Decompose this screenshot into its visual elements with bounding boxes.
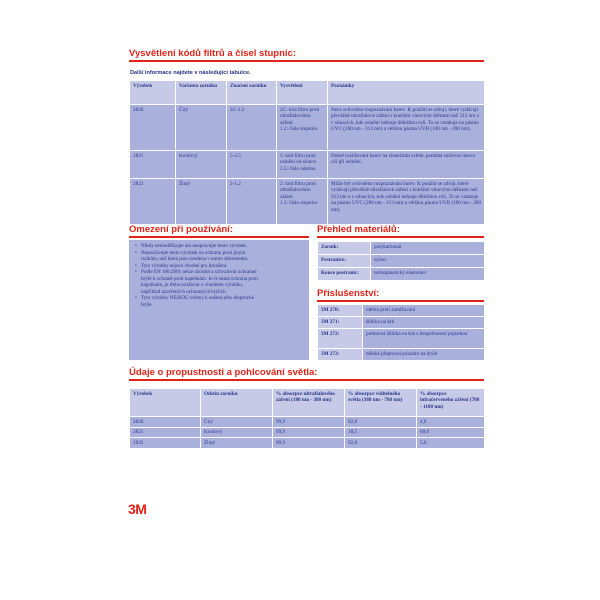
limitations-title: Omezení při používání: [129, 224, 233, 235]
product-cell: 2822 [130, 438, 201, 449]
column-header: Vysvětlení [277, 81, 328, 105]
uv-cell: 99,9 [273, 417, 345, 428]
table-row [130, 427, 485, 438]
column-header: Výrobek [130, 389, 201, 417]
product-cell: 2820 [130, 105, 176, 151]
column-header: Odstín zorníku [201, 389, 273, 417]
column-header: Výrobek [130, 81, 176, 105]
list-item: • Tyto výrobky nejsou vhodné pro broušení. [136, 263, 304, 270]
notes-cell: Není ovlivněno rozpoznávání barev. K použití se zdroji, které vydávají převážně ultrafialové záření s kratšími vlnovými délkami než 313 nm a v situacích, kde oslnění nehraje důležitou roli. To se vztahuje na pásmo UVC (280 nm - 313 nm) a většinu pásma UVB (100 nm - 280 nm). [328, 105, 485, 151]
tint-cell: Čirý [201, 417, 273, 428]
table-header-row [130, 81, 485, 105]
table-row [130, 179, 485, 225]
material-value: termoplastický elastomer [371, 268, 485, 281]
ir-cell: 5,0 [417, 438, 485, 449]
accessories-table [317, 304, 485, 361]
table-row [130, 438, 485, 449]
table-row [318, 329, 485, 349]
marking-cell: 2C-1.2 [227, 105, 277, 151]
material-value: nylon [371, 255, 485, 268]
visible-cell: 92,8 [345, 417, 417, 428]
table-row [130, 105, 485, 151]
table-row [318, 255, 485, 268]
column-header: % absorpce infračerveného záření (780 - 1100 nm) [417, 389, 485, 417]
table-row [318, 349, 485, 361]
product-cell: 2821 [130, 427, 201, 438]
accessory-code: 3M 271: [318, 317, 363, 329]
notes-cell: Dobré rozlišování barev na slunečním světle, pomáhá snižovat únavu očí při oslnění. [328, 151, 485, 179]
filter-codes-rule [129, 60, 484, 62]
explanation-cell: 2C: kód filtru proti ultrafialovému záření 1.2: číslo stupnice [277, 105, 328, 151]
product-cell: 2821 [130, 151, 176, 179]
3m-logo: 3M [128, 501, 147, 517]
explanation-cell: 2: kód filtru proti ultrafialovému záření 1.2: číslo stupnice [277, 179, 328, 225]
list-item: • Podle EN 166:2001 nelze zkoušet a schvalovat ochranné brýle k ochraně proti kapénkám. Je-li nutná ochrana proti kapalinám, je třeba uvažovat o vhodném výrobku, například uzavřených ochranných brýlích. [136, 269, 304, 295]
table-row [318, 242, 485, 255]
product-cell: 2820 [130, 417, 201, 428]
list-item: • Tyto výrobky NEJSOU určeny k nošení přes dioptrické brýle. [136, 295, 304, 308]
filter-codes-note: Další informace najdete v následující tabulce. [130, 70, 251, 76]
accessory-description: šňůrka na krk [363, 317, 485, 329]
limitations-rule [129, 236, 309, 238]
transmission-table [129, 388, 485, 449]
table-row [130, 151, 485, 179]
material-label: Zorník: [318, 242, 371, 255]
ir-cell: 4,8 [417, 417, 485, 428]
visible-cell: 92,8 [345, 438, 417, 449]
marking-cell: 5-2.5 [227, 151, 277, 179]
uv-cell: 99,9 [273, 427, 345, 438]
accessory-description: měkké přepravní pouzdro na brýle [363, 349, 485, 361]
marking-cell: 2-1.2 [227, 179, 277, 225]
accessories-title: Příslušenství: [317, 288, 380, 299]
material-label: Konce postranic: [318, 268, 371, 281]
material-label: Postranice: [318, 255, 371, 268]
column-header: Varianta zorníku [176, 81, 227, 105]
uv-cell: 99,9 [273, 438, 345, 449]
transmission-rule [129, 379, 484, 381]
table-row [318, 305, 485, 317]
filter-codes-table [129, 80, 485, 225]
product-cell: 2822 [130, 179, 176, 225]
materials-title: Přehled materiálů: [317, 224, 400, 235]
variant-cell: Kouřový [176, 151, 227, 179]
visible-cell: 18,5 [345, 427, 417, 438]
limitations-list [129, 240, 309, 311]
list-item: • Nikdy nemodifikujte ani neupravujte tento výrobek. [136, 243, 304, 250]
accessory-description: prémiová šňůrka na krk s bezpečnostní pojistkou [363, 329, 485, 349]
column-header: Značení zorníku [227, 81, 277, 105]
accessory-code: 3M 272: [318, 329, 363, 349]
accessory-code: 3M 270: [318, 305, 363, 317]
transmission-title: Údaje o propustnosti a pohlcování světla: [129, 367, 318, 378]
table-row [318, 317, 485, 329]
materials-table [317, 241, 485, 281]
limitations-box [129, 240, 309, 360]
ir-cell: 60,0 [417, 427, 485, 438]
accessories-rule [317, 300, 484, 302]
materials-rule [317, 236, 484, 238]
column-header: Poznámky [328, 81, 485, 105]
explanation-cell: 5: kód filtru proti oslnění od slunce 2.5: číslo odstínu [277, 151, 328, 179]
filter-codes-title: Vysvětlení kódů filtrů a čísel stupnic: [129, 48, 296, 59]
material-value: polykarbonát [371, 242, 485, 255]
list-item: • Nepoužívejte tento výrobek na ochranu proti jiným rizikům, než která jsou uvedena v tomto dokumentu. [136, 250, 304, 263]
tint-cell: Žlutý [201, 438, 273, 449]
table-header-row [130, 389, 485, 417]
variant-cell: Čirý [176, 105, 227, 151]
column-header: % absorpce viditelného světla (380 nm - 780 nm) [345, 389, 417, 417]
column-header: % absorpce ultrafialového záření (180 nm - 380 nm) [273, 389, 345, 417]
table-row [318, 268, 485, 281]
notes-cell: Může být ovlivněno rozpoznávání barev. K použití se zdroji, které vydávají převážně ultrafialové záření s kratšími vlnovými délkami než 313 nm a v situacích, kde oslnění nehraje důležitou roli. To se vztahuje na pásmo UVC (280 nm - 313 nm) a většinu pásma UVB (100 nm - 280 nm). [328, 179, 485, 225]
tint-cell: Kouřový [201, 427, 273, 438]
accessory-description: utěrka proti zamlžování [363, 305, 485, 317]
accessory-code: 3M 273: [318, 349, 363, 361]
variant-cell: Žlutý [176, 179, 227, 225]
table-row [130, 417, 485, 428]
